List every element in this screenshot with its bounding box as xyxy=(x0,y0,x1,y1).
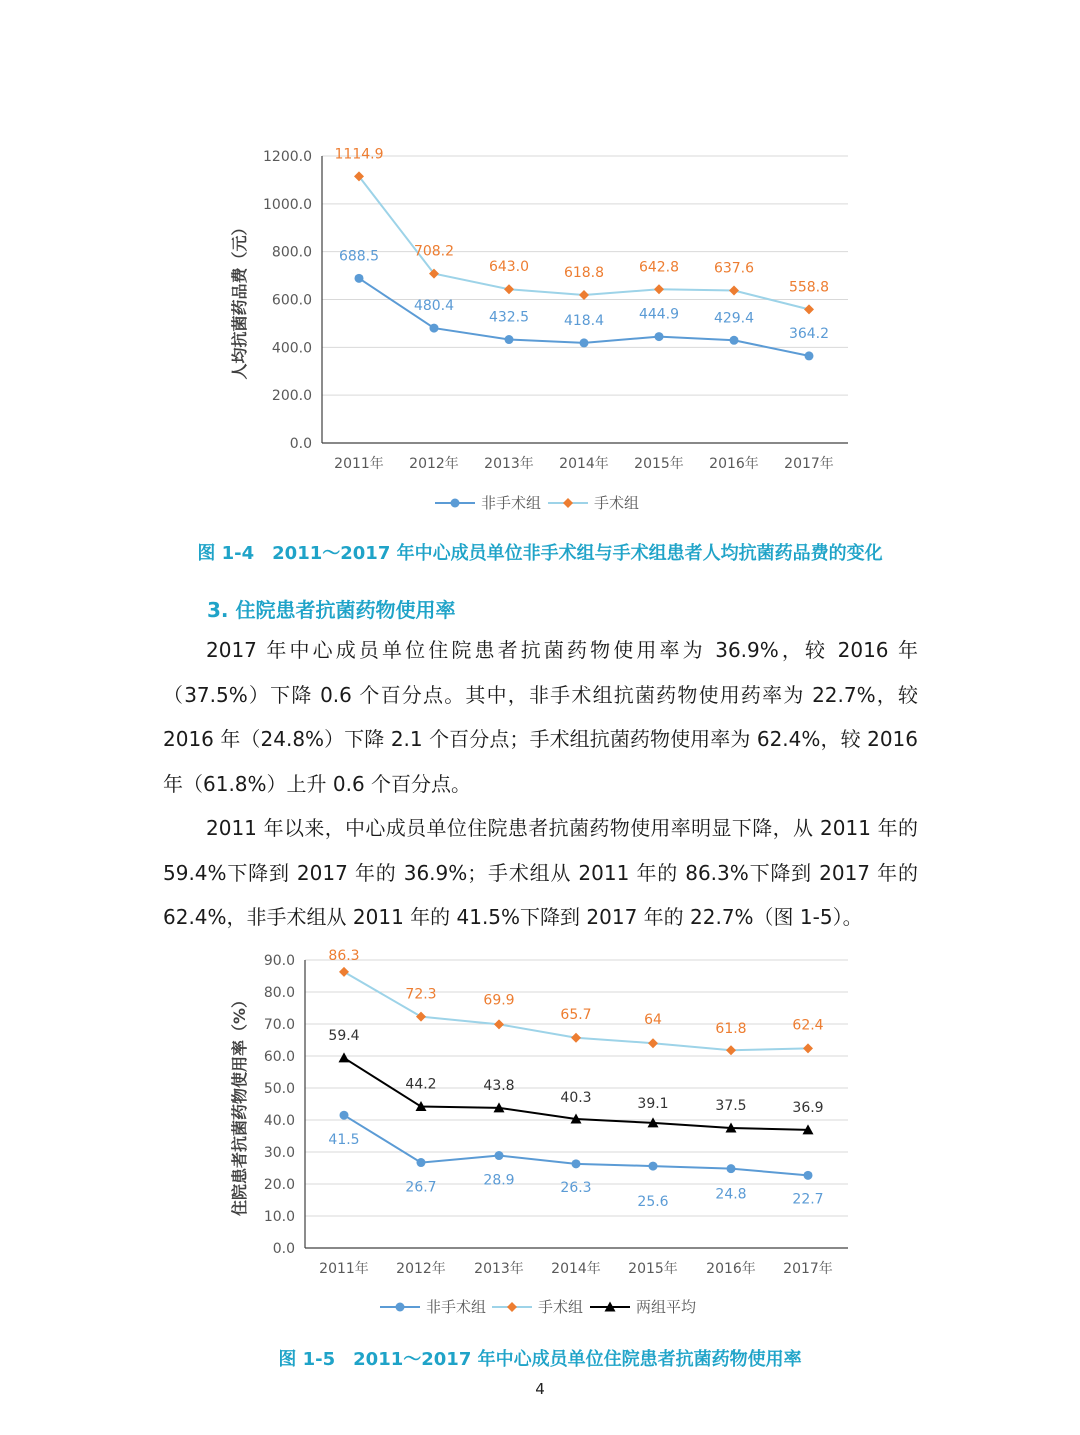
data-point xyxy=(572,1159,581,1168)
data-label: 480.4 xyxy=(413,298,455,315)
y-tick-label: 1200.0 xyxy=(263,149,312,165)
x-tick-label: 2011年 xyxy=(334,456,384,472)
x-tick-label: 2015年 xyxy=(634,456,684,472)
data-label: 24.8 xyxy=(715,1186,747,1203)
data-point xyxy=(339,967,349,977)
data-label: 44.2 xyxy=(405,1076,437,1093)
data-label: 72.3 xyxy=(405,986,437,1003)
data-label: 642.8 xyxy=(638,259,680,276)
legend xyxy=(435,494,639,512)
y-tick-label: 1000.0 xyxy=(263,196,312,213)
data-point xyxy=(494,1019,504,1029)
y-tick-label: 90.0 xyxy=(263,953,295,969)
data-point xyxy=(648,1038,658,1048)
data-label: 637.6 xyxy=(713,260,755,277)
data-label: 43.8 xyxy=(483,1077,515,1094)
data-point xyxy=(339,1052,350,1062)
x-tick-label: 2011年 xyxy=(319,1261,369,1277)
data-label: 22.7 xyxy=(792,1191,824,1208)
data-point xyxy=(430,324,439,333)
section-heading: 3. 住院患者抗菌药物使用率 xyxy=(207,598,456,622)
paragraph-1 xyxy=(163,628,918,806)
y-tick-label: 50.0 xyxy=(263,1081,295,1097)
data-label: 62.4 xyxy=(792,1017,824,1034)
y-tick-label: 0.0 xyxy=(289,436,312,452)
x-tick-label: 2016年 xyxy=(709,456,759,472)
legend-marker xyxy=(451,499,460,508)
chart-antibiotic-cost xyxy=(0,130,1080,530)
data-point xyxy=(649,1162,658,1171)
data-label: 41.5 xyxy=(328,1132,360,1149)
data-point xyxy=(805,351,814,360)
series-3 xyxy=(328,1028,823,1135)
x-tick-label: 2012年 xyxy=(409,456,459,472)
data-point xyxy=(505,335,514,344)
x-tick-label: 2016年 xyxy=(706,1261,756,1277)
data-label: 37.5 xyxy=(715,1098,747,1114)
data-point xyxy=(804,1171,813,1180)
y-tick-label: 600.0 xyxy=(271,292,312,309)
legend-label: 两组平均 xyxy=(636,1298,697,1316)
series-2 xyxy=(328,948,823,1055)
y-tick-label: 10.0 xyxy=(263,1209,295,1225)
data-point xyxy=(730,336,739,345)
legend-marker xyxy=(396,1303,405,1312)
paragraph-2 xyxy=(163,806,918,940)
legend-marker xyxy=(563,498,573,508)
y-tick-label: 400.0 xyxy=(271,340,312,357)
x-tick-label: 2012年 xyxy=(396,1261,446,1277)
data-label: 64 xyxy=(644,1012,662,1029)
y-tick-label: 30.0 xyxy=(263,1145,295,1161)
page-number: 4 xyxy=(535,1380,545,1398)
data-label: 643.0 xyxy=(488,259,530,276)
data-label: 36.9 xyxy=(792,1099,824,1116)
data-point xyxy=(727,1164,736,1173)
y-axis-label: 人均抗菌药品费（元） xyxy=(230,219,249,380)
y-axis-label: 住院患者抗菌药物使用率（%） xyxy=(230,991,249,1217)
chart-antibiotic-usage-rate xyxy=(0,940,1080,1330)
legend-label: 非手术组 xyxy=(481,494,542,512)
x-tick-label: 2014年 xyxy=(551,1261,601,1277)
data-point xyxy=(580,338,589,347)
y-tick-label: 0.0 xyxy=(272,1241,295,1257)
y-tick-label: 40.0 xyxy=(263,1113,295,1129)
x-tick-label: 2014年 xyxy=(559,456,609,472)
y-tick-label: 800.0 xyxy=(271,244,312,261)
x-tick-label: 2017年 xyxy=(783,1261,833,1277)
data-point xyxy=(417,1158,426,1167)
y-tick-label: 60.0 xyxy=(263,1049,295,1065)
series-1 xyxy=(328,1111,823,1210)
data-label: 26.3 xyxy=(560,1179,592,1196)
data-point xyxy=(803,1043,813,1053)
data-point xyxy=(416,1012,426,1022)
data-point xyxy=(579,290,589,300)
data-label: 432.5 xyxy=(488,309,530,326)
data-label: 28.9 xyxy=(483,1172,515,1189)
data-point xyxy=(729,286,739,296)
y-tick-label: 80.0 xyxy=(263,985,295,1001)
data-label: 618.8 xyxy=(563,265,605,282)
data-point xyxy=(726,1045,736,1055)
paragraph-1-text: 2017 年中心成员单位住院患者抗菌药物使用率为 36.9%，较 2016 年（37.5%）下降 0.6 个百分点。其中，非手术组抗菌药物使用药率为 22.7%，较 2016 年（24.8%）下降 2.1 个百分点；手术组抗菌药物使用率为 62.4%，较 2016 年（61.8%）上升 0.6 个百分点。 xyxy=(163,638,918,796)
x-tick-label: 2017年 xyxy=(784,456,834,472)
data-label: 39.1 xyxy=(637,1095,669,1112)
legend-label: 手术组 xyxy=(538,1298,584,1316)
data-point xyxy=(340,1111,349,1120)
legend xyxy=(380,1298,696,1316)
data-point xyxy=(655,332,664,341)
series-2 xyxy=(335,146,830,314)
x-tick-label: 2015年 xyxy=(628,1261,678,1277)
legend-label: 手术组 xyxy=(594,494,640,512)
data-point xyxy=(571,1033,581,1043)
y-tick-label: 70.0 xyxy=(263,1017,295,1033)
data-label: 26.7 xyxy=(405,1179,437,1196)
data-label: 40.3 xyxy=(560,1090,592,1107)
data-point xyxy=(504,284,514,294)
grid xyxy=(305,960,848,1216)
figure-caption-1-5: 图 1-5 2011～2017 年中心成员单位住院患者抗菌药物使用率 xyxy=(278,1349,802,1370)
x-tick-label: 2013年 xyxy=(474,1261,524,1277)
data-label: 429.4 xyxy=(713,310,755,327)
data-point xyxy=(495,1151,504,1160)
data-point xyxy=(355,274,364,283)
data-point xyxy=(804,304,814,314)
data-label: 364.2 xyxy=(788,325,830,342)
y-tick-label: 20.0 xyxy=(263,1177,295,1193)
data-label: 418.4 xyxy=(563,312,605,329)
data-label: 688.5 xyxy=(338,248,380,265)
data-label: 444.9 xyxy=(638,306,680,323)
data-label: 86.3 xyxy=(328,947,360,964)
data-label: 558.8 xyxy=(788,279,830,296)
y-tick-label: 200.0 xyxy=(271,388,312,405)
data-label: 25.6 xyxy=(637,1194,669,1211)
data-label: 65.7 xyxy=(560,1006,592,1023)
data-label: 61.8 xyxy=(715,1021,747,1038)
data-label: 59.4 xyxy=(328,1027,360,1044)
paragraph-2-text: 2011 年以来，中心成员单位住院患者抗菌药物使用率明显下降，从 2011 年的 59.4%下降到 2017 年的 36.9%；手术组从 2011 年的 86.3%下降到 2017 年的 62.4%，非手术组从 2011 年的 41.5%下降到 2017 年的 22.7%（图 1-5）。 xyxy=(163,816,918,929)
data-label: 69.9 xyxy=(483,992,515,1009)
data-label: 1114.9 xyxy=(334,146,384,163)
figure-caption-1-4: 图 1-4 2011～2017 年中心成员单位非手术组与手术组患者人均抗菌药品费的变化 xyxy=(197,543,883,564)
legend-label: 非手术组 xyxy=(426,1298,487,1316)
data-label: 708.2 xyxy=(413,243,455,260)
legend-marker xyxy=(507,1302,517,1312)
x-tick-label: 2013年 xyxy=(484,456,534,472)
data-point xyxy=(654,284,664,294)
